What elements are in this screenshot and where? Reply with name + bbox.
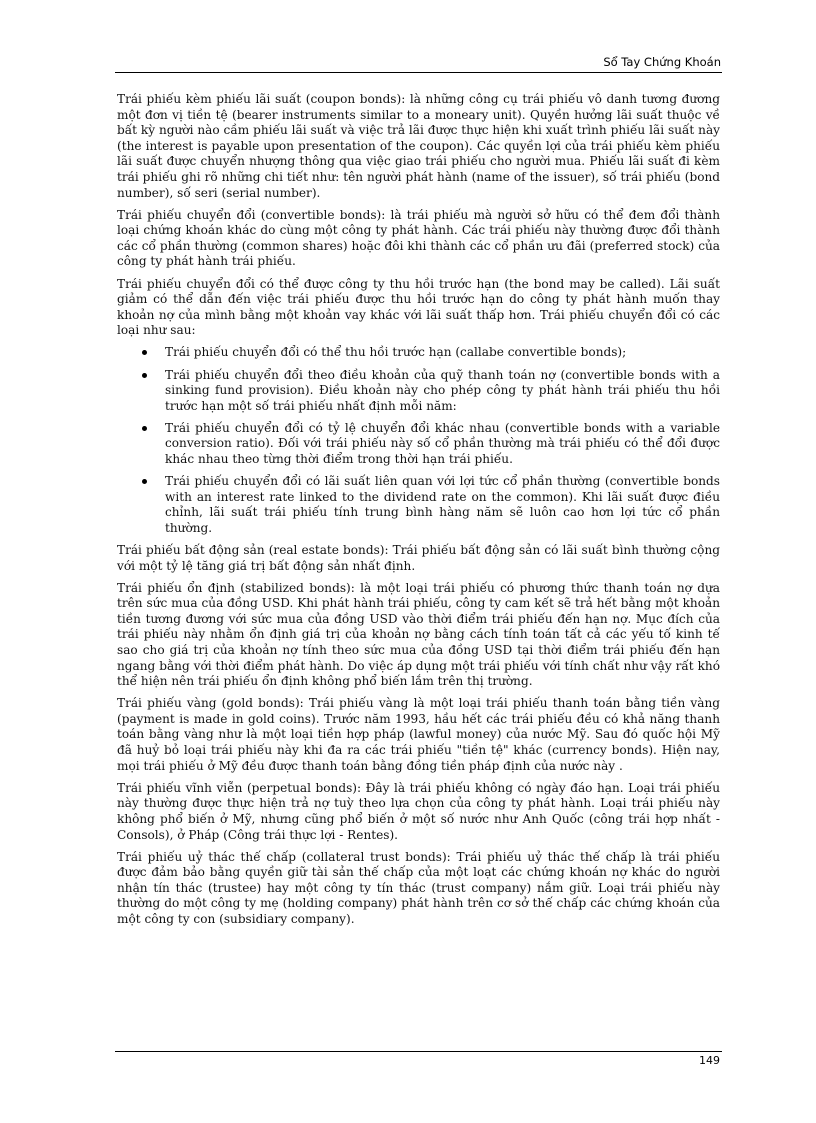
bullet-item: Trái phiếu chuyển đổi theo điều khoản của quỹ thanh toán nợ (convertible bonds with a sinking fund provision). Điều khoản này cho phép công ty phát hành trái phiếu thu hồi trước hạn một số trái phiếu nhất định mỗi năm: (165, 367, 720, 413)
footer-divider (115, 1051, 722, 1052)
header-divider (115, 72, 722, 73)
body-paragraph: Trái phiếu chuyển đổi có thể được công ty thu hồi trước hạn (the bond may be called). Lãi suất giảm có thể dẫn đến việc trái phiếu được thu hồi trước hạn do công ty phát hành muốn thay khoản nợ của mình bằng một khoản vay khác với lãi suất thấp hơn. Trái phiếu chuyển đổi có các loại như sau: (117, 276, 720, 338)
body-paragraph: Trái phiếu bất động sản (real estate bonds): Trái phiếu bất động sản có lãi suất bình thường cộng với một tỷ lệ tăng giá trị bất động sản nhất định. (117, 542, 720, 573)
body-paragraph: Trái phiếu vĩnh viễn (perpetual bonds): Đây là trái phiếu không có ngày đáo hạn. Loại trái phiếu này thường được thực hiện trả nợ tuỳ theo lựa chọn của công ty phát hành. Loại trái phiếu này không phổ biến ở Mỹ, nhưng cũng phổ biến ở một số nước như Anh Quốc (công trái hợp nhất - Consols), ở Pháp (Công trái thực lợi - Rentes). (117, 780, 720, 842)
page-body (117, 92, 720, 934)
body-paragraph: Trái phiếu chuyển đổi (convertible bonds): là trái phiếu mà người sở hữu có thể đem đổi thành loại chứng khoán khác do cùng một công ty phát hành. Các trái phiếu này thường được đổi thành các cổ phần thường (common shares) hoặc đôi khi thành các cổ phần ưu đãi (preferred stock) của công ty phát hành trái phiếu. (117, 207, 720, 269)
bullet-item: Trái phiếu chuyển đổi có thể thu hồi trước hạn (callabe convertible bonds); (165, 345, 720, 361)
page-number: 149 (699, 1054, 720, 1067)
body-paragraph: Trái phiếu uỷ thác thế chấp (collateral trust bonds): Trái phiếu uỷ thác thế chấp là trái phiếu được đảm bảo bằng quyền giữ tài sản thế chấp của một loạt các chứng khoán nợ khác do người nhận tín thác (trustee) hay một công ty tín thác (trust company) nắm giữ. Loại trái phiếu này thường do một công ty mẹ (holding company) phát hành trên cơ sở thế chấp các chứng khoán của một công ty con (subsidiary company). (117, 849, 720, 926)
body-paragraph: Trái phiếu vàng (gold bonds): Trái phiếu vàng là một loại trái phiếu thanh toán bằng tiền vàng (payment is made in gold coins). Trước năm 1993, hầu hết các trái phiếu đều có khả năng thanh toán bằng vàng như là một loại tiền hợp pháp (lawful money) của nước Mỹ. Sau đó quốc hội Mỹ đã huỷ bỏ loại trái phiếu này khi đa ra các trái phiếu "tiền tệ" khác (currency bonds). Hiện nay, mọi trái phiếu ở Mỹ đều được thanh toán bằng đồng tiền pháp định của nước này . (117, 696, 720, 773)
running-header-title: Sổ Tay Chứng Khoán (603, 55, 721, 69)
body-paragraph: Trái phiếu kèm phiếu lãi suất (coupon bonds): là những công cụ trái phiếu vô danh tương đương một đơn vị tiền tệ (bearer instruments similar to a moneary unit). Quyền hưởng lãi suất thuộc về bất kỳ người nào cầm phiếu lãi suất và việc trả lãi được thực hiện khi xuất trình phiếu lãi suất này (the interest is payable upon presentation of the coupon). Các quyền lợi của trái phiếu kèm phiếu lãi suất được chuyển nhượng thông qua việc giao trái phiếu cho người mua. Phiếu lãi suất đi kèm trái phiếu ghi rõ những chi tiết như: tên người phát hành (name of the issuer), số trái phiếu (bond number), số seri (serial number). (117, 92, 720, 200)
bullet-list (117, 345, 720, 536)
bullet-item: Trái phiếu chuyển đổi có lãi suất liên quan với lợi tức cổ phần thường (convertible bonds with an interest rate linked to the dividend rate on the common). Khi lãi suất được điều chỉnh, lãi suất trái phiếu tính trung bình hàng năm sẽ luôn cao hơn lợi tức cổ phần thường. (165, 474, 720, 535)
body-paragraph: Trái phiếu ổn định (stabilized bonds): là một loại trái phiếu có phương thức thanh toán nợ dựa trên sức mua của đồng USD. Khi phát hành trái phiếu, công ty cam kết sẽ trả hết bằng một khoản tiền tương đương với sức mua của đồng USD vào thời điểm trái phiếu đến hạn nợ. Mục đích của trái phiếu này nhằm ổn định giá trị của khoản nợ bằng cách tính toán tất cả các yếu tố kinh tế sao cho giá trị của khoản nợ tính theo sức mua của đồng USD tại thời điểm trái phiếu đến hạn ngang bằng với thời điểm phát hành. Do việc áp dụng một trái phiếu với tính chất như vậy rất khó thể hiện nên trái phiếu ổn định không phổ biến lắm trên thị trường. (117, 580, 720, 689)
bullet-item: Trái phiếu chuyển đổi có tỷ lệ chuyển đổi khác nhau (convertible bonds with a variable conversion ratio). Đối với trái phiếu này số cổ phần thường mà trái phiếu có thể đổi được khác nhau theo từng thời điểm trong thời hạn trái phiếu. (165, 420, 720, 466)
